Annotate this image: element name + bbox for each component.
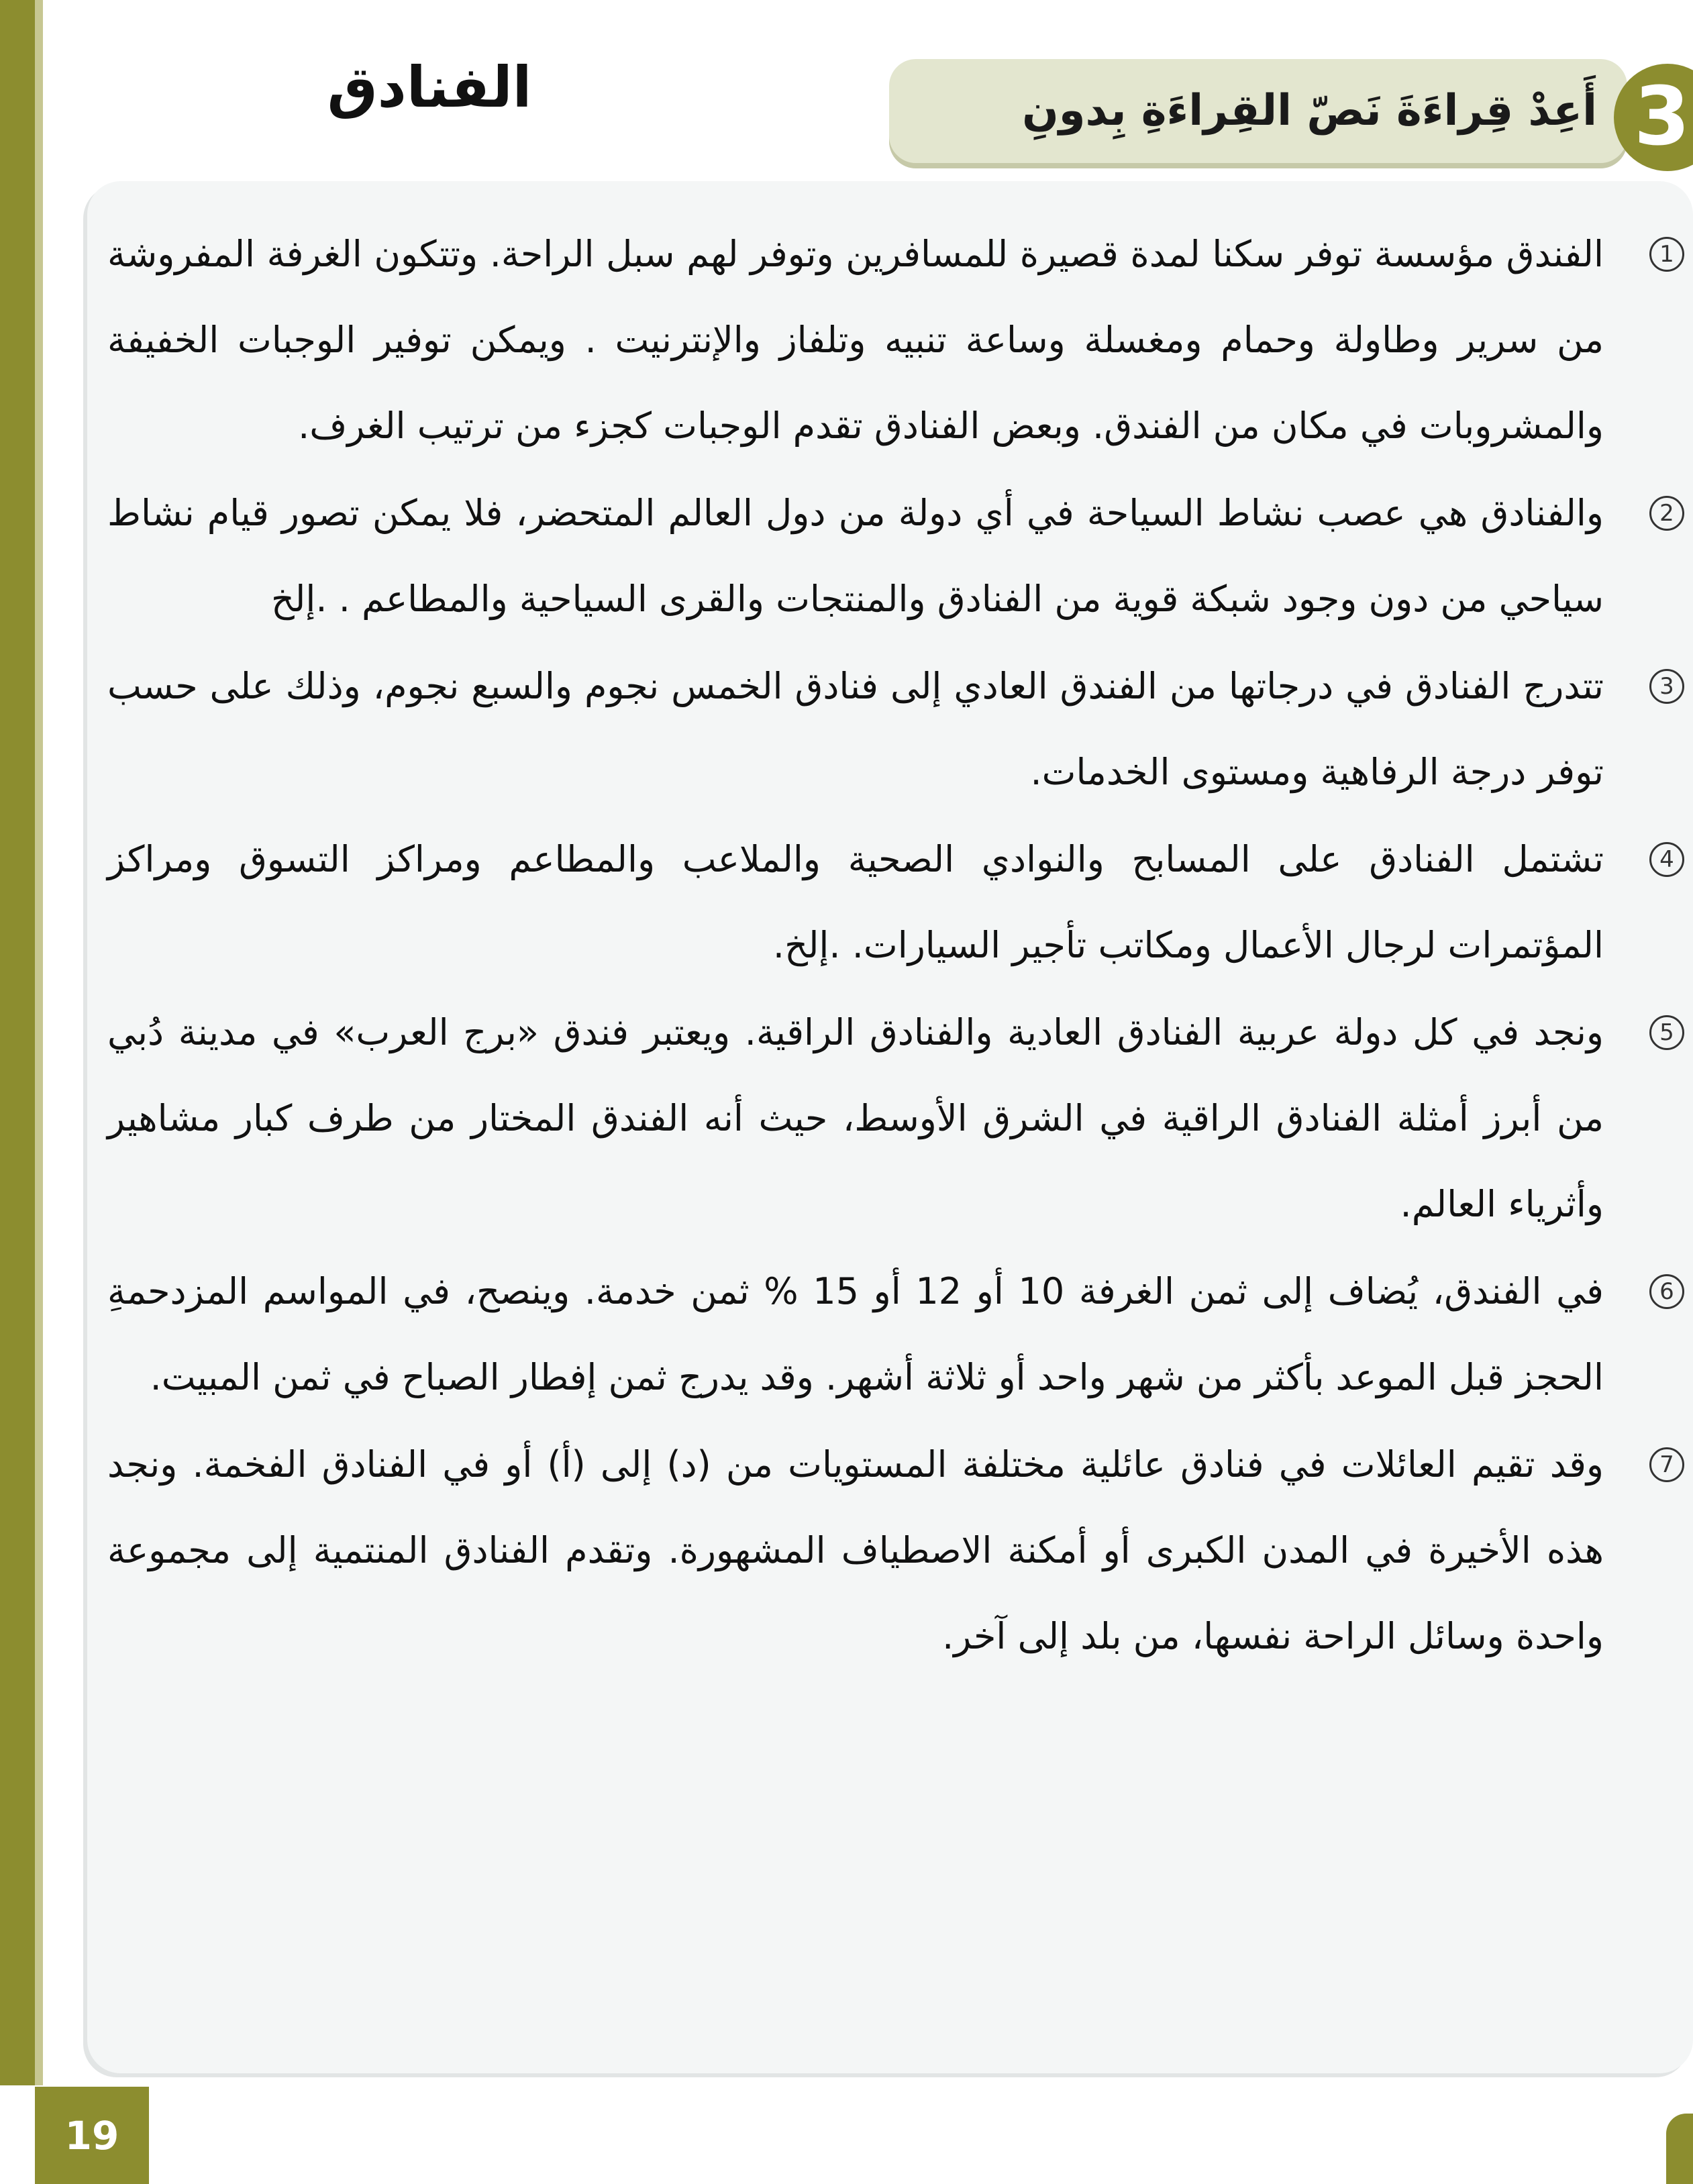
left-decorative-bar-inner (35, 0, 43, 2184)
instruction-text: أَعِدْ قِراءَةَ نَصّ القِراءَةِ بِدونِ (1022, 86, 1597, 136)
paragraph-number: 7 (1649, 1447, 1684, 1482)
paragraph-text: الفندق مؤسسة توفر سكنا لمدة قصيرة للمسافرين وتوفر لهم سبل الراحة. وتتكون الغرفة المفروشة من سرير وطاولة وحمام ومغسلة وساعة تنبيه وتلفاز والإنترنيت . ويمكن توفير الوجبات الخفيفة والمشروبات في مكان من الفندق. وبعض الفنادق تقدم الوجبات كجزء من ترتيب الغرف. (107, 233, 1604, 447)
exercise-number: 3 (1634, 70, 1690, 164)
paragraph-text: ونجد في كل دولة عربية الفنادق العادية والفنادق الراقية. ويعتبر فندق «برج العرب» في مدينة دُبي من أبرز أمثلة الفنادق الراقية في الشرق الأوسط، حيث أنه الفندق المختار من طرف كبار مشاهير وأثرياء العالم. (107, 1011, 1604, 1225)
paragraph-text: تتدرج الفنادق في درجاتها من الفندق العادي إلى فنادق الخمس نجوم والسبع نجوم، وذلك على حسب توفر درجة الرفاهية ومستوى الخدمات. (107, 665, 1604, 793)
paragraph-3 (107, 643, 1674, 815)
paragraph-text: تشتمل الفنادق على المسابح والنوادي الصحية والملاعب والمطاعم ومراكز التسوق ومراكز المؤتمرات لرجال الأعمال ومكاتب تأجير السيارات. .إلخ. (107, 838, 1604, 966)
left-decorative-bar (0, 0, 35, 2184)
page-title: الفنادق (327, 54, 532, 120)
page-number-box (35, 2087, 149, 2184)
paragraph-number: 2 (1649, 496, 1684, 531)
corner-decoration (1666, 2114, 1693, 2184)
paragraph-number: 1 (1649, 237, 1684, 272)
paragraph-text: وقد تقيم العائلات في فنادق عائلية مختلفة المستويات من (د) إلى (أ) أو في الفنادق الفخمة. ونجد هذه الأخيرة في المدن الكبرى أو أمكنة الاصطياف المشهورة. وتقدم الفنادق المنتمية إلى مجموعة واحدة وسائل الراحة نفسها، من بلد إلى آخر. (107, 1443, 1604, 1657)
paragraph-1 (107, 211, 1674, 469)
paragraph-number: 5 (1649, 1015, 1684, 1050)
paragraph-number: 6 (1649, 1274, 1684, 1309)
paragraph-number: 4 (1649, 842, 1684, 877)
paragraph-number: 3 (1649, 669, 1684, 704)
reading-text (107, 211, 1674, 1681)
paragraph-2 (107, 470, 1674, 642)
paragraph-6 (107, 1249, 1674, 1420)
bottom-margin (0, 2085, 1693, 2184)
paragraph-4 (107, 817, 1674, 988)
page-number: 19 (64, 2112, 119, 2159)
paragraph-text: في الفندق، يُضاف إلى ثمن الغرفة 10 أو 12 أو 15 % ثمن خدمة. وينصح، في المواسم المزدحمةِ الحجز قبل الموعد بأكثر من شهر واحد أو ثلاثة أشهر. وقد يدرج ثمن إفطار الصباح في ثمن المبيت. (107, 1270, 1604, 1398)
paragraph-5 (107, 990, 1674, 1247)
paragraph-text: والفنادق هي عصب نشاط السياحة في أي دولة من دول العالم المتحضر، فلا يمكن تصور قيام نشاط سياحي من دون وجود شبكة قوية من الفنادق والمنتجات والقرى السياحية والمطاعم . .إلخ (107, 492, 1604, 620)
paragraph-7 (107, 1422, 1674, 1679)
